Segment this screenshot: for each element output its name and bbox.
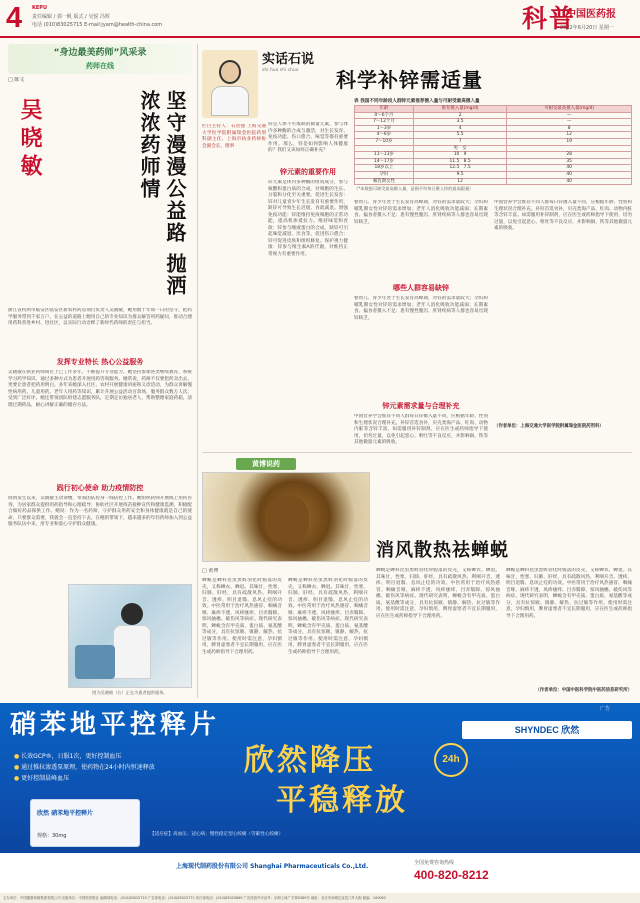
table-cell: 5.5 [413, 132, 507, 139]
editor-line: 责任编辑 / 郭一帆 版式 / 吴悦 冯辉 [32, 14, 110, 20]
table-cell: 12.5 7.5 [413, 165, 507, 172]
table-cell: 7 [413, 138, 507, 145]
table-cell: 哺乳期女性 [355, 178, 414, 185]
column-name: 实话石说 [262, 52, 315, 67]
columnist-portrait [202, 50, 258, 118]
profile-byline: □ 陈文 [8, 77, 25, 83]
profile-section-1-title: 发挥专业特长 热心公益服务 [56, 358, 144, 366]
profile-intro: 浙江省杭州市临安区临安区新农村药房项目负责人吴晓敏，她用数十年如一日的坚守，把药学服务带到千家万户。在公益的道路上她用自己的专业知识为群众解答用药疑问，推动合理用药科普进乡村、进社区，以实际行动诠释了新时代药师的责任与担当。 [8, 308, 192, 326]
ad-bullet [14, 773, 224, 784]
table-cell: 14～17岁 [355, 158, 414, 165]
banner-title: “身边最美药师”风采录 [53, 48, 147, 58]
bullet-dot-icon: ● [14, 764, 22, 771]
columnist-info: 栏目主持人：石浩强 上海交通大学医学院附属瑞金医院药剂科副主任、上海市执业药师协会副会长、理事 [202, 124, 266, 149]
zinc-intro: 锌是人体不可或缺的微量元素，参与体内多种酶的合成与激活，对生长发育、免疫功能、伤口愈合、味觉等都有重要作用。那么，锌是如何影响人体健康的？我们又该如何正确补充？ [268, 122, 348, 153]
horizontal-divider [202, 452, 632, 453]
header-rule [0, 36, 640, 38]
drug-advertisement [0, 703, 640, 893]
ad-slogan-line-1: 欣然降压 [244, 743, 376, 778]
ad-bullet-text: 长效GCP®，日服1次，更好控制血压 [21, 753, 122, 760]
table-cell: — [507, 112, 632, 119]
zinc-table-note: （*本数据可耐受最高摄入量，是指平均每日摄入锌的最高限量） [354, 186, 474, 192]
table-header-row [355, 106, 632, 113]
table-cell: 11.5 8.5 [413, 158, 507, 165]
zinc-col3-text: 中国营养学会推荐不同人群每日锌摄入量不同，应根据年龄、性别和生理状况合理补充。补锌首选食补，贝壳类海产品、红肉、动物内脏等含锌丰富。如需服用补锌制剂，应在医生或药师指导下使用，切勿过量，以免引起恶心、呕吐等不良反应，并影响铜、铁等其他微量元素的吸收。 [494, 200, 632, 231]
profile-headline: 坚守漫漫公益路 抛洒浓浓药师情 [137, 90, 187, 297]
ad-company-name: 上海现代制药股份有限公司 Shanghai Pharmaceuticals Co.,Ltd. [176, 863, 369, 870]
table-row [355, 171, 632, 178]
hotline-label: 全国免费咨询热线 [414, 860, 455, 866]
zinc-intake-table [354, 105, 632, 185]
table-cell: 男 女 [413, 145, 507, 152]
table-row [355, 145, 632, 152]
cicada-body-col3: 蝉蜕是蝉科昆虫黑蚱羽化时脱落的皮壳，又称蝉衣、蝉退。其味甘，性寒，归肺、肝经，具有疏散风热、利咽开音、透疹、明目退翳、息风止痉的功效。中医常用于治疗风热感冒、咽痛音哑、麻疹不透、风疹瘙痒、目赤翳障、惊风抽搐、破伤风等病症。现代研究表明，蝉蜕含有甲壳质、蛋白质、氨基酸等成分，具有抗惊厥、镇静、解热、抗过敏等作用。使用时需注意，孕妇慎用，脾胃虚寒者不宜长期服用，应在医生或药师指导下合理用药。 [376, 568, 500, 619]
zinc-article [202, 40, 632, 452]
ad-product-title: 硝苯地平控释片 [10, 710, 221, 740]
table-row [355, 119, 632, 126]
company-logo: SHYNDEC 欣然 [462, 721, 632, 739]
table-row [355, 178, 632, 185]
table-cell [355, 145, 414, 152]
table-cell: — [507, 119, 632, 126]
photo-caption: 图为吴晓敏（右）正在为患者提供服务。 [92, 690, 168, 695]
pharmacist-profile-article [8, 44, 192, 698]
zinc-table-body [355, 112, 632, 185]
zinc-section-1-body: 锌元素是体内多种酶的组成成分，参与核酸和蛋白质的合成，对细胞的生长、分裂和分化至关重要。促进生长发育：锌对儿童青少年生长发育有重要作用，缺锌可导致生长迟缓、食欲减退。增强免疫功能：锌能维持免疫细胞的正常功能，提高机体抵抗力。维持味觉和食欲：锌参与唾液蛋白的合成，缺锌可引起味觉减退、厌食等。促进伤口愈合：锌可促进皮肤和组织修复。保护视力健康：锌参与维生素A的代谢，对维持正常视力有重要作用。 [268, 180, 348, 257]
ad-bullet [14, 762, 224, 773]
zinc-section-3-body-a: 中国营养学会推荐不同人群每日锌摄入量不同，应根据年龄、性别和生理状况合理补充。补锌首选食补，贝壳类海产品、红肉、动物内脏等含锌丰富。如需服用补锌制剂，应在医生或药师指导下使用，切勿过量，以免引起恶心、呕吐等不良反应，并影响铜、铁等其他微量元素的吸收。 [354, 414, 488, 445]
photo-person-head [121, 603, 143, 625]
ad-indications: 【适应症】高血压；冠心病；慢性稳定型心绞痛（劳累性心绞痛） [150, 832, 284, 837]
ad-bullet [14, 751, 224, 762]
pharmacist-name: 吴晓敏 [17, 98, 43, 182]
cicada-footnote: （作者单位：中国中医科学院中医药信息研究所） [535, 688, 632, 693]
table-cell: 孕妇 [355, 171, 414, 178]
bullet-dot-icon: ● [14, 753, 22, 760]
section-title: 科普 [522, 4, 577, 33]
table-header-cell: 推荐摄入量(mg/d) [413, 106, 507, 113]
zinc-section-2-body: 婴幼儿、青少年处于生长发育高峰期，对锌的需求量较大；孕妇和哺乳期女性对锌的需求增加；老年人消化吸收功能减弱；长期素食、偏食者摄入不足；患有慢性腹泻、肝肾疾病等人群也容易出现锌缺乏。 [354, 296, 488, 321]
24h-badge-icon: 24h [434, 743, 468, 777]
zinc-section-3-title: 锌元素需求量与合理补充 [382, 402, 460, 410]
photo-person-coat [113, 625, 151, 679]
profile-section-1-body: 吴晓敏在执业药师岗位上已工作多年，不断提升专业能力。她坚持参加各类继续教育，系统学习药学知识，通过多种方式为患者开展用药咨询服务。她常说，药师不仅要把药卖出去，更要让患者把药用明白。多年来她深入社区、农村开展健康讲座和义诊活动，为群众讲解慢性病用药、儿童用药、老年人用药等知识，累计开展公益活动百余场，服务群众数万人次，受到广泛好评。她还带领团队组建志愿服务队，定期走访独居老人，帮助整理家庭药箱，清理过期药品，耐心讲解正确的储存方法。 [8, 370, 192, 408]
newspaper-brand: 中国医药报 [566, 9, 616, 20]
table-row [355, 138, 632, 145]
table-cell [507, 145, 632, 152]
vertical-name-block [8, 90, 48, 304]
table-cell: 3.5 [413, 119, 507, 126]
table-row [355, 165, 632, 172]
cicada-photo [202, 472, 370, 562]
table-row [355, 132, 632, 139]
table-cell: 8 [507, 125, 632, 132]
table-row [355, 152, 632, 159]
cicada-body-col4: 蝉蜕是蝉科昆虫黑蚱羽化时脱落的皮壳，又称蝉衣、蝉退。其味甘，性寒，归肺、肝经，具有疏散风热、利咽开音、透疹、明目退翳、息风止痉的功效。中医常用于治疗风热感冒、咽痛音哑、麻疹不透、风疹瘙痒、目赤翳障、惊风抽搐、破伤风等病症。现代研究表明，蝉蜕含有甲壳质、蛋白质、氨基酸等成分，具有抗惊厥、镇静、解热、抗过敏等作用。使用时需注意，孕妇慎用，脾胃虚寒者不宜长期服用，应在医生或药师指导下合理用药。 [506, 568, 632, 619]
cicada-article [202, 456, 632, 700]
zinc-byline: （作者单位：上海交通大学医学院附属瑞金医院药剂科） [494, 424, 604, 429]
page-number: 4 [6, 2, 23, 34]
page-footer: 主办单位：中国健康传媒集团有限公司 出版单位：中国医药报社 编辑部电话：(010)83025715 广告部电话：(010)83025772 发行部电话：(010)83025869 广告经营许可证号：京海工商广字第0389号 地址：北京市西城区宣武门外大街 邮编：100062 [0, 893, 640, 903]
cicada-byline: □ 黄博 [202, 568, 219, 574]
zinc-table-block [354, 98, 632, 192]
table-cell: 2 [413, 112, 507, 119]
hotline-number: 400-820-8212 [414, 868, 489, 882]
table-row [355, 158, 632, 165]
headline-block [52, 90, 192, 304]
bullet-dot-icon: ● [14, 775, 22, 782]
column-pinyin: shi hua shi shuo [262, 68, 299, 73]
section-code: KEPU [32, 5, 48, 11]
cicada-shell-shape [265, 495, 309, 543]
table-cell: 40 [507, 165, 632, 172]
zinc-col2-text: 婴幼儿、青少年处于生长发育高峰期，对锌的需求量较大；孕妇和哺乳期女性对锌的需求增加；老年人消化吸收功能减弱；长期素食、偏食者摄入不足；患有慢性腹泻、肝肾疾病等人群也容易出现锌缺乏。 [354, 200, 488, 225]
table-cell: 35 [507, 158, 632, 165]
table-header-cell: 可耐受最高摄入量(mg/d) [507, 106, 632, 113]
ad-bottom-bar [0, 853, 640, 893]
table-cell: 4～6岁 [355, 132, 414, 139]
table-cell: 40 [507, 178, 632, 185]
table-cell: 11～13岁 [355, 152, 414, 159]
contact-line: 电话 (010)83025715 E-mail:jyam@health-china.com [32, 22, 163, 28]
product-box-name: 欣然 硝苯地平控释片 [37, 810, 94, 817]
portrait-coat [211, 86, 249, 116]
photo-counter [75, 645, 115, 679]
table-cell: 19 [507, 138, 632, 145]
table-cell: 9.5 [413, 171, 507, 178]
table-cell: 0～6个月 [355, 112, 414, 119]
profile-banner [8, 44, 192, 74]
column-banner: 黄博说药 [236, 458, 296, 470]
banner-subtitle: 药师在线 [86, 62, 114, 70]
ad-bullets [14, 751, 224, 784]
table-cell: 7～10岁 [355, 138, 414, 145]
product-box-image [30, 799, 140, 847]
table-header-cell: 年龄 [355, 106, 414, 113]
zinc-headline: 科学补锌需适量 [336, 68, 483, 92]
ad-bullet-text: 更好控制晨峰血压 [21, 775, 70, 782]
table-cell: 18岁以上 [355, 165, 414, 172]
ad-bullet-text: 通过推拉渗透泵原理，使药物在24小时内恒速释放 [21, 764, 155, 771]
zinc-section-1-title: 锌元素的重要作用 [280, 168, 336, 176]
table-cell: 12 [507, 132, 632, 139]
issue-date: 2022年6月20日 星期一 [560, 25, 614, 31]
table-cell: 28 [507, 152, 632, 159]
column-divider [197, 44, 198, 698]
table-cell: 1～3岁 [355, 125, 414, 132]
table-cell: 40 [507, 171, 632, 178]
pharmacist-photo [68, 584, 192, 688]
cicada-body-col2: 蝉蜕是蝉科昆虫黑蚱羽化时脱落的皮壳，又称蝉衣、蝉退。其味甘，性寒，归肺、肝经，具有疏散风热、利咽开音、透疹、明目退翳、息风止痉的功效。中医常用于治疗风热感冒、咽痛音哑、麻疹不透、风疹瘙痒、目赤翳障、惊风抽搐、破伤风等病症。现代研究表明，蝉蜕含有甲壳质、蛋白质、氨基酸等成分，具有抗惊厥、镇静、解热、抗过敏等作用。使用时需注意，孕妇慎用，脾胃虚寒者不宜长期服用，应在医生或药师指导下合理用药。 [288, 578, 368, 655]
ad-slogan-line-2: 平稳释放 [276, 783, 408, 818]
product-box-dose: 规格：30mg [37, 833, 67, 839]
table-cell: 7～12个月 [355, 119, 414, 126]
cicada-body-col1: 蝉蜕是蝉科昆虫黑蚱羽化时脱落的皮壳，又称蝉衣、蝉退。其味甘，性寒，归肺、肝经，具有疏散风热、利咽开音、透疹、明目退翳、息风止痉的功效。中医常用于治疗风热感冒、咽痛音哑、麻疹不透、风疹瘙痒、目赤翳障、惊风抽搐、破伤风等病症。现代研究表明，蝉蜕含有甲壳质、蛋白质、氨基酸等成分，具有抗惊厥、镇静、解热、抗过敏等作用。使用时需注意，孕妇慎用，脾胃虚寒者不宜长期服用，应在医生或药师指导下合理用药。 [202, 578, 282, 655]
ad-label: 广告 [600, 706, 611, 712]
table-cell: 10 9 [413, 152, 507, 159]
profile-section-2-body: 疫情发生以来，吴晓敏主动请缨，带领团队投身一线防控工作。她组织药师开展线上用药咨询，为居家群众提供用药指导和心理疏导；协助社区开展疫苗接种宣传和健康监测，积极配合做好药品保供工作。她说：作为一名药师，守护群众用药安全和身体健康就是自己的使命，只要群众需要，我就会一直坚持下去。在她的带领下，越来越多的年轻药师加入到公益服务队伍中来，用专业和爱心守护群众健康。 [8, 496, 192, 527]
table-row [355, 125, 632, 132]
portrait-face [219, 60, 241, 84]
zinc-table-title: 表 我国不同年龄段人群锌元素推荐摄入量与可耐受最高摄入量 [354, 99, 480, 104]
table-cell: 12 [413, 178, 507, 185]
profile-section-2-title: 践行初心使命 助力疫情防控 [56, 484, 144, 492]
table-row [355, 112, 632, 119]
zinc-section-2-title: 哪些人群容易缺锌 [393, 284, 449, 292]
cicada-headline: 消风散热祛蝉蜕 [376, 540, 509, 561]
table-cell: 4 [413, 125, 507, 132]
